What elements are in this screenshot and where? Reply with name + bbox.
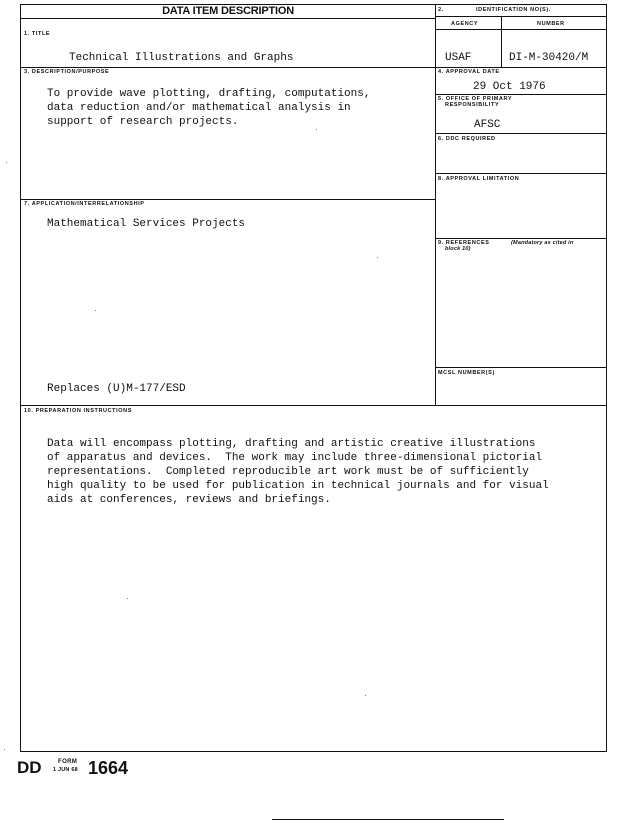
office-label-line-1: 5. OFFICE OF PRIMARY	[438, 96, 513, 102]
approval-date-value: 29 Oct 1976	[473, 81, 546, 93]
application-value: Mathematical Services Projects	[47, 218, 246, 230]
scan-speck	[4, 749, 5, 750]
ddc-rule	[435, 173, 606, 174]
office-value: AFSC	[474, 119, 501, 131]
right-column-divider	[435, 5, 436, 405]
header-rule	[21, 18, 435, 19]
description-line-1: To provide wave plotting, drafting, computations,	[47, 88, 371, 100]
approval-limitation-label: 8. APPROVAL LIMITATION	[438, 176, 520, 182]
ident-rule	[435, 16, 606, 17]
form-title: DATA ITEM DESCRIPTION	[162, 5, 294, 17]
approval-date-rule	[435, 94, 606, 95]
form-dd: DD	[17, 758, 42, 777]
data-item-description-form	[20, 4, 607, 752]
preparation-label: 10. PREPARATION INSTRUCTIONS	[24, 408, 132, 414]
references-note-line-2: block 10)	[445, 246, 471, 252]
scan-speck	[6, 162, 7, 163]
scan-speck	[95, 310, 96, 311]
references-rule	[435, 367, 606, 368]
scan-speck	[127, 598, 128, 599]
preparation-line-3: representations. Completed reproducible art work must be of sufficiently	[47, 466, 529, 478]
preparation-line-1: Data will encompass plotting, drafting and artistic creative illustrations	[47, 438, 536, 450]
description-line-2: data reduction and/or mathematical analysis in	[47, 102, 351, 114]
application-label: 7. APPLICATION/INTERRELATIONSHIP	[24, 201, 145, 207]
approval-limitation-rule	[435, 238, 606, 239]
number-value: DI-M-30420/M	[509, 52, 589, 64]
scan-speck	[377, 257, 378, 258]
title-rule	[21, 67, 606, 68]
description-label: 3. DESCRIPTION/PURPOSE	[24, 69, 110, 75]
agency-value: USAF	[445, 52, 472, 64]
replaces-value: Replaces (U)M-177/ESD	[47, 383, 186, 395]
office-label-line-2: RESPONSIBILITY	[445, 102, 500, 108]
ddc-label: 6. DDC REQUIRED	[438, 136, 496, 142]
identification-label: IDENTIFICATION NO(S).	[476, 7, 551, 13]
mcsl-label: MCSL NUMBER(S)	[438, 370, 495, 376]
approval-date-label: 4. APPROVAL DATE	[438, 69, 500, 75]
form-date: 1 JUN 68	[53, 767, 78, 773]
form-number: 1664	[88, 758, 129, 778]
identification-num: 2.	[438, 7, 444, 13]
agency-label: AGENCY	[451, 21, 479, 27]
title-value: Technical Illustrations and Graphs	[69, 52, 294, 64]
agency-rule	[435, 29, 606, 30]
scan-speck	[316, 129, 317, 130]
title-label: 1. TITLE	[24, 31, 51, 37]
scan-speck	[365, 695, 366, 696]
office-rule	[435, 133, 606, 134]
references-note-line-1: (Mandatory as cited in	[511, 240, 574, 246]
description-line-3: support of research projects.	[47, 116, 239, 128]
preparation-line-5: aids at conferences, reviews and briefings.	[47, 494, 331, 506]
footer-rule	[272, 819, 504, 820]
form-word: FORM	[58, 759, 78, 765]
preparation-line-4: high quality to be used for publication in technical journals and for visual	[47, 480, 549, 492]
preparation-line-2: of apparatus and devices. The work may include three-dimensional pictorial	[47, 452, 543, 464]
agency-number-divider	[501, 16, 502, 67]
number-label: NUMBER	[537, 21, 565, 27]
preparation-rule	[21, 405, 606, 406]
description-rule	[21, 199, 435, 200]
references-label: 9. REFERENCES	[438, 240, 490, 246]
